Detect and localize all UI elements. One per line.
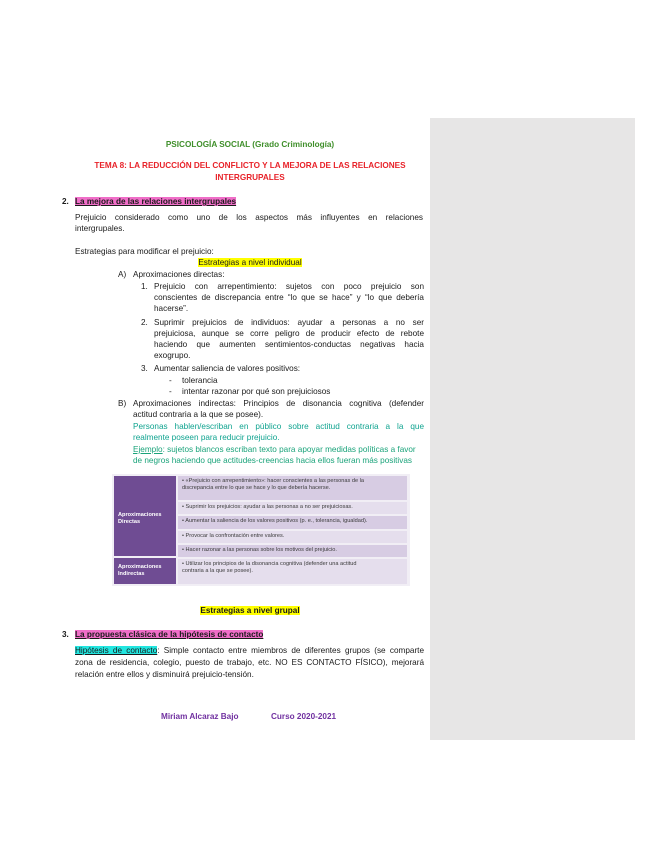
b-teal-line1: Personas hablen/escriban en público sobre actitud contraria a la que	[133, 422, 424, 431]
hipotesis-label: Hipótesis de contacto	[75, 646, 158, 655]
item3-dash2: -	[169, 387, 172, 396]
a-title: Aproximaciones directas:	[133, 270, 225, 279]
table-row: • Hacer razonar a las personas sobre los motivos del prejuicio.	[178, 545, 407, 557]
item3-sub2: intentar razonar por qué son prejuiciosos	[182, 387, 331, 396]
table-row: • Aumentar la saliencia de los valores positivos (p. e., tolerancia, igualdad).	[178, 516, 407, 529]
b-marker: B)	[118, 399, 127, 408]
item2-line4: exogrupo.	[154, 351, 191, 360]
direct-label-1: Aproximaciones	[118, 512, 162, 518]
hipotesis-line1: Hipótesis de contacto: Simple contacto entre miembros de diferentes grupos (se comparte	[75, 646, 424, 655]
grupal-label: Estrategias a nivel grupal	[200, 606, 300, 615]
table-row: • Utilizar los principios de la disonancia cognitiva (defender una actitud contraria a la que se posee).	[178, 559, 407, 584]
section3-heading: La propuesta clásica de la hipótesis de contacto	[75, 630, 264, 639]
item2-line3: haciendo que aumenten sentimientos-conductas negativas hacia	[154, 340, 424, 349]
table-row: • «Prejuicio con arrepentimiento»: hacer conscientes a las personas de la discrepancia entre lo que se hace y lo que debería hacerse.	[178, 476, 407, 500]
tema-title-line2: INTERGRUPALES	[215, 173, 285, 182]
item1-number: 1.	[141, 282, 148, 291]
comment-pane	[430, 118, 635, 740]
strategies-table-figure	[112, 474, 410, 586]
direct-label-2: Directas	[118, 519, 141, 525]
hipotesis-line2: zona de residencia, colegio, puesto de trabajo, etc. NO ES CONTACTO FÍSICO), mejorará	[75, 658, 424, 667]
indirect-label-2: Indirectas	[118, 571, 145, 577]
item2-line2: prejuiciosa, aunque se corre peligro de producir efecto de rebote	[154, 329, 424, 338]
item1-line2: conscientes de discrepancia entre “lo que se hace” y “lo que debería	[154, 293, 424, 302]
item3-line1: Aumentar saliencia de valores positivos:	[154, 364, 301, 373]
item3-number: 3.	[141, 364, 148, 373]
section2-heading: La mejora de las relaciones intergrupales	[75, 197, 237, 206]
item3-dash1: -	[169, 376, 172, 385]
table-row: • Provocar la confrontación entre valores.	[178, 531, 407, 543]
item3-sub1: tolerancia	[182, 376, 218, 385]
footer-course-year: Curso 2020-2021	[271, 712, 337, 721]
ejemplo-line1: Ejemplo: sujetos blancos escriban texto para apoyar medidas políticas a favor	[133, 445, 416, 454]
footer-author: Miriam Alcaraz Bajo	[161, 712, 239, 721]
tema-title-line1: TEMA 8: LA REDUCCIÓN DEL CONFLICTO Y LA MEJORA DE LAS RELACIONES	[94, 161, 406, 170]
intro-line1: Prejuicio considerado como uno de los aspectos más influyentes en relaciones	[75, 213, 423, 222]
item2-line1: Suprimir prejuicios de individuos: ayudar a personas a no ser	[154, 318, 424, 327]
intro-line2: intergrupales.	[75, 224, 125, 233]
section2-number: 2.	[62, 197, 69, 206]
strategies-intro: Estrategias para modificar el prejuicio:	[75, 247, 214, 256]
table-row: • Suprimir los prejuicios: ayudar a las personas a no ser prejuiciosas.	[178, 502, 407, 514]
ejemplo-label: Ejemplo	[133, 445, 163, 454]
hipotesis-line3: relación entre ellos y disminuirá prejuicio-tensión.	[75, 670, 254, 679]
course-title: PSICOLOGÍA SOCIAL (Grado Criminología)	[165, 140, 335, 149]
ejemplo-line2: de negros haciendo que actitudes-creencias hacia ellos fueran más positivas	[133, 456, 412, 465]
b-line2: actitud contraria a la que se posee).	[133, 410, 264, 419]
item1-line1: Prejuicio con arrepentimiento: sujetos con poco prejuicio son	[154, 282, 424, 291]
indirect-label-1: Aproximaciones	[118, 564, 162, 570]
individual-label: Estrategias a nivel individual	[198, 258, 302, 267]
b-line1: Aproximaciones indirectas: Principios de disonancia cognitiva (defender	[133, 399, 424, 408]
section3-number: 3.	[62, 630, 69, 639]
a-marker: A)	[118, 270, 127, 279]
item2-number: 2.	[141, 318, 148, 327]
b-teal-line2: realmente poseen para reducir prejuicio.	[133, 433, 280, 442]
item1-line3: hacerse”.	[154, 304, 189, 313]
